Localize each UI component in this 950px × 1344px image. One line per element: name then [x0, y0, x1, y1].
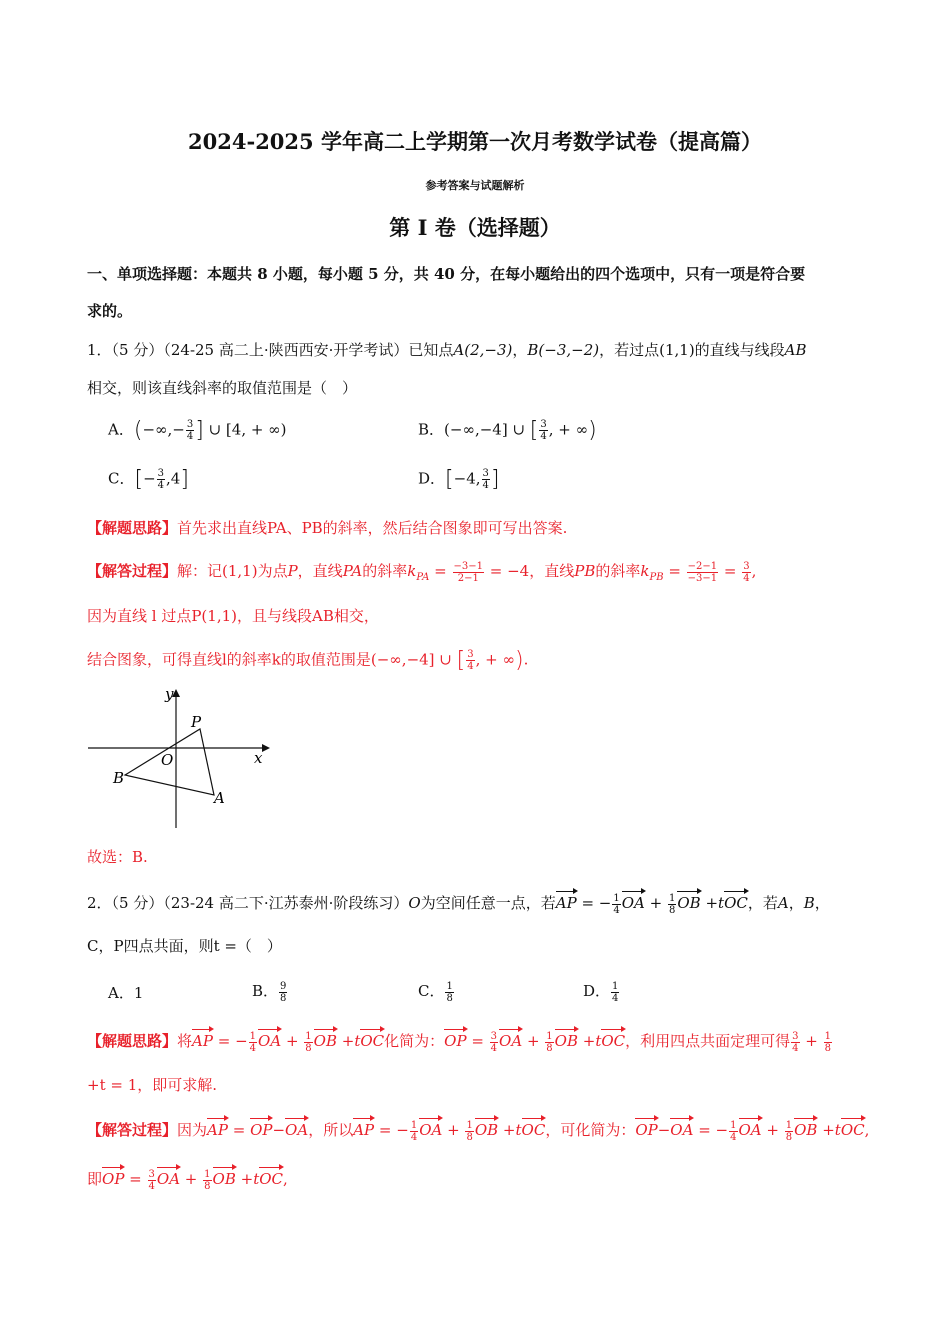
label-o: O — [161, 751, 174, 769]
q1-solution-line3: 因为直线 l 过点P(1,1)，且与线段AB相交， — [87, 607, 379, 625]
section-instruction-line1: 一、单项选择题：本题共 8 小题，每小题 5 分，共 40 分，在每小题给出的四个选项中，只有一项是符合要 — [87, 265, 806, 283]
q1-option-a: A．(−∞,− $\frac{3}{4}$ ] ∪ [4, + ∞) — [108, 418, 287, 443]
label-p: P — [191, 713, 202, 731]
volume-heading: 第 I 卷（选择题） — [389, 215, 561, 240]
q1-solution-line4: 结合图象，可得直线l的斜率k的取值范围是(−∞,−4] ∪ [ $\frac{3}{4}$ , + ∞). — [87, 648, 529, 673]
q2-option-b: B． $\frac{9}{8}$ — [252, 980, 287, 1004]
section-instruction-line2: 求的。 — [87, 302, 133, 320]
q2-stem: 2．（5 分）（23-24 高二下·江苏泰州·阶段练习）O为空间任意一点，若AP = − $\frac{1}{4}$ OA + $\frac{1}{8}$ OB +tOC，若A，B， — [87, 892, 830, 916]
x-axis-arrow — [262, 744, 270, 752]
label-x: x — [254, 749, 263, 767]
q2-option-a: A．1 — [108, 984, 144, 1002]
q1-solution-idea: 【解题思路】首先求出直线PA、PB的斜率，然后结合图象即可写出答案. — [87, 519, 568, 537]
q2-option-c: C． $\frac{1}{8}$ — [418, 980, 453, 1004]
q1-stem-line2: 相交，则该直线斜率的取值范围是（ ） — [87, 379, 358, 397]
page-subtitle: 参考答案与试题解析 — [425, 179, 525, 192]
q1-answer: 故选：B. — [87, 848, 148, 866]
q2-solution-idea: 【解题思路】将AP = − $\frac{1}{4}$ OA + $\frac{1}{8}$ OB +tOC化简为：OP = $\frac{3}{4}$ OA + $\frac{1}{8}$ OB +tOC，利用四点共面定理可得 $\frac{3}{4}$ + $\frac{1}{8}$ — [87, 1030, 832, 1054]
label-y: y — [165, 685, 174, 703]
label-a: A — [214, 789, 225, 807]
q1-option-d: D．[−4, $\frac{3}{4}$ ] — [418, 467, 500, 492]
label-b: B — [113, 769, 125, 787]
q2-solution-line2: 即OP = $\frac{3}{4}$ OA + $\frac{1}{8}$ OB +tOC, — [87, 1168, 288, 1192]
q2-option-d: D． $\frac{1}{4}$ — [583, 980, 619, 1004]
q2-stem-line2: C，P四点共面，则t =（ ） — [87, 937, 282, 955]
q1-option-c: C．[− $\frac{3}{4}$ ,4] — [108, 467, 189, 492]
q1-solution-process: 【解答过程】解：记(1,1)为点P，直线PA的斜率$k_{PA}$ = $\frac{-3-1}{2-1}$ = −4，直线PB的斜率$k_{PB}$ = $\frac{-2-1}{-3-1}$ = $\frac{3}{4}$ , — [87, 560, 757, 584]
coordinate-figure — [80, 685, 280, 835]
q2-solution-idea-line2: +t = 1，即可求解. — [87, 1076, 218, 1094]
q2-solution-process: 【解答过程】因为AP = OP−OA，所以AP = − $\frac{1}{4}$ OA + $\frac{1}{8}$ OB +tOC，可化简为：OP−OA = − $\frac{1}{4}$ OA + $\frac{1}{8}$ OB +tOC, — [87, 1119, 870, 1143]
page-title: 2024-2025 学年高二上学期第一次月考数学试卷（提高篇） — [188, 129, 762, 154]
q1-option-b: B．(−∞,−4] ∪ [ $\frac{3}{4}$ , + ∞) — [418, 418, 597, 443]
q1-stem: 1．（5 分）（24-25 高二上·陕西西安·开学考试）已知点A(2,−3)，B(−3,−2)，若过点(1,1)的直线与线段AB — [87, 341, 807, 359]
